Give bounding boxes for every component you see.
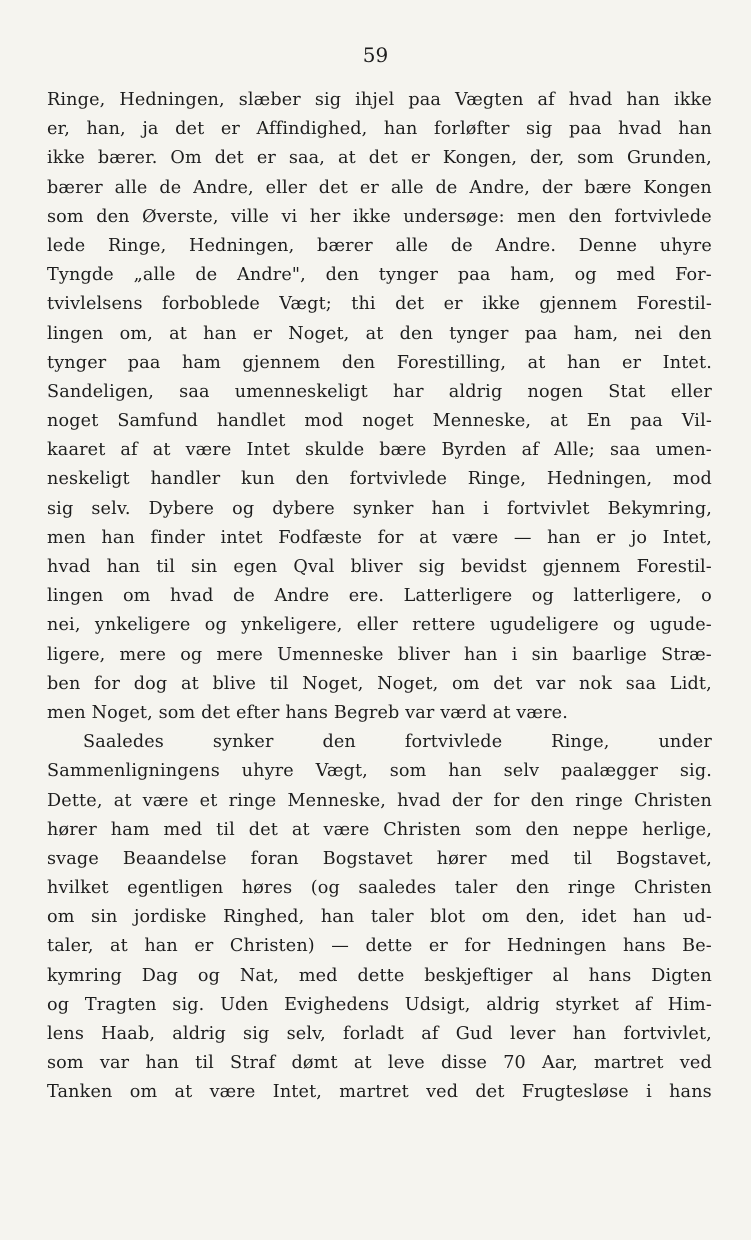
text-line: Tanken om at være Intet, martret ved det Frugtesløse i hans bbox=[47, 1082, 712, 1103]
text-line: om sin jordiske Ringhed, han taler blot om den, idet han ud- bbox=[47, 907, 712, 928]
text-line: men han finder intet Fodfæste for at være — han er jo Intet, bbox=[47, 527, 712, 548]
text-line: svage Beaandelse foran Bogstavet hører med til Bogstavet, bbox=[47, 848, 712, 869]
text-line: lingen om, at han er Noget, at den tynger paa ham, nei den bbox=[47, 323, 712, 344]
body-text bbox=[47, 86, 712, 1108]
text-line: og Tragten sig. Uden Evighedens Udsigt, aldrig styrket af Him- bbox=[47, 994, 712, 1015]
text-line: som den Øverste, ville vi her ikke undersøge: men den fortvivlede bbox=[47, 206, 712, 227]
page-number: 59 bbox=[362, 43, 389, 67]
text-line: Sandeligen, saa umenneskeligt har aldrig nogen Stat eller bbox=[47, 381, 712, 402]
text-line: tynger paa ham gjennem den Forestilling, at han er Intet. bbox=[47, 352, 712, 373]
text-line: hører ham med til det at være Christen som den neppe herlige, bbox=[47, 819, 712, 840]
text-line: ligere, mere og mere Umenneske bliver han i sin baarlige Stræ- bbox=[47, 644, 712, 665]
text-line: taler, at han er Christen) — dette er for Hedningen hans Be- bbox=[47, 936, 712, 957]
text-line: noget Samfund handlet mod noget Menneske, at En paa Vil- bbox=[47, 411, 712, 432]
text-line: er, han, ja det er Affindighed, han forløfter sig paa hvad han bbox=[47, 119, 712, 140]
text-line: ikke bærer. Om det er saa, at det er Kongen, der, som Grunden, bbox=[47, 148, 712, 169]
text-line: kaaret af at være Intet skulde bære Byrden af Alle; saa umen- bbox=[47, 440, 712, 461]
text-line: lede Ringe, Hedningen, bærer alle de Andre. Denne uhyre bbox=[47, 235, 712, 256]
text-line: hvilket egentligen høres (og saaledes taler den ringe Christen bbox=[47, 878, 712, 899]
text-line: lingen om hvad de Andre ere. Latterligere og latterligere, o bbox=[47, 586, 712, 607]
text-line: tvivlelsens forboblede Vægt; thi det er ikke gjennem Forestil- bbox=[47, 294, 712, 315]
text-line: sig selv. Dybere og dybere synker han i fortvivlet Bekymring, bbox=[47, 498, 712, 519]
text-line: Dette, at være et ringe Menneske, hvad der for den ringe Christen bbox=[47, 790, 712, 811]
text-line: lens Haab, aldrig sig selv, forladt af Gud lever han fortvivlet, bbox=[47, 1024, 712, 1044]
text-line: som var han til Straf dømt at leve disse 70 Aar, martret ved bbox=[47, 1053, 712, 1074]
text-line: kymring Dag og Nat, med dette beskjeftiger al hans Digten bbox=[47, 965, 712, 986]
text-line: Tyngde „alle de Andre", den tynger paa ham, og med For- bbox=[47, 265, 712, 286]
text-line: hvad han til sin egen Qval bliver sig bevidst gjennem Forestil- bbox=[47, 557, 712, 577]
text-line: nei, ynkeligere og ynkeligere, eller rettere ugudeligere og ugude- bbox=[47, 615, 712, 636]
text-line: Saaledes synker den fortvivlede Ringe, under bbox=[83, 732, 712, 753]
text-line: Ringe, Hedningen, slæber sig ihjel paa Vægten af hvad han ikke bbox=[47, 90, 712, 110]
text-line: bærer alle de Andre, eller det er alle de Andre, der bære Kongen bbox=[47, 177, 712, 198]
text-line: men Noget, som det efter hans Begreb var værd at være. bbox=[47, 702, 568, 723]
text-line: Sammenligningens uhyre Vægt, som han selv paalægger sig. bbox=[47, 761, 712, 782]
text-line: ben for dog at blive til Noget, Noget, om det var nok saa Lidt, bbox=[47, 673, 712, 694]
text-line: neskeligt handler kun den fortvivlede Ringe, Hedningen, mod bbox=[47, 469, 712, 490]
